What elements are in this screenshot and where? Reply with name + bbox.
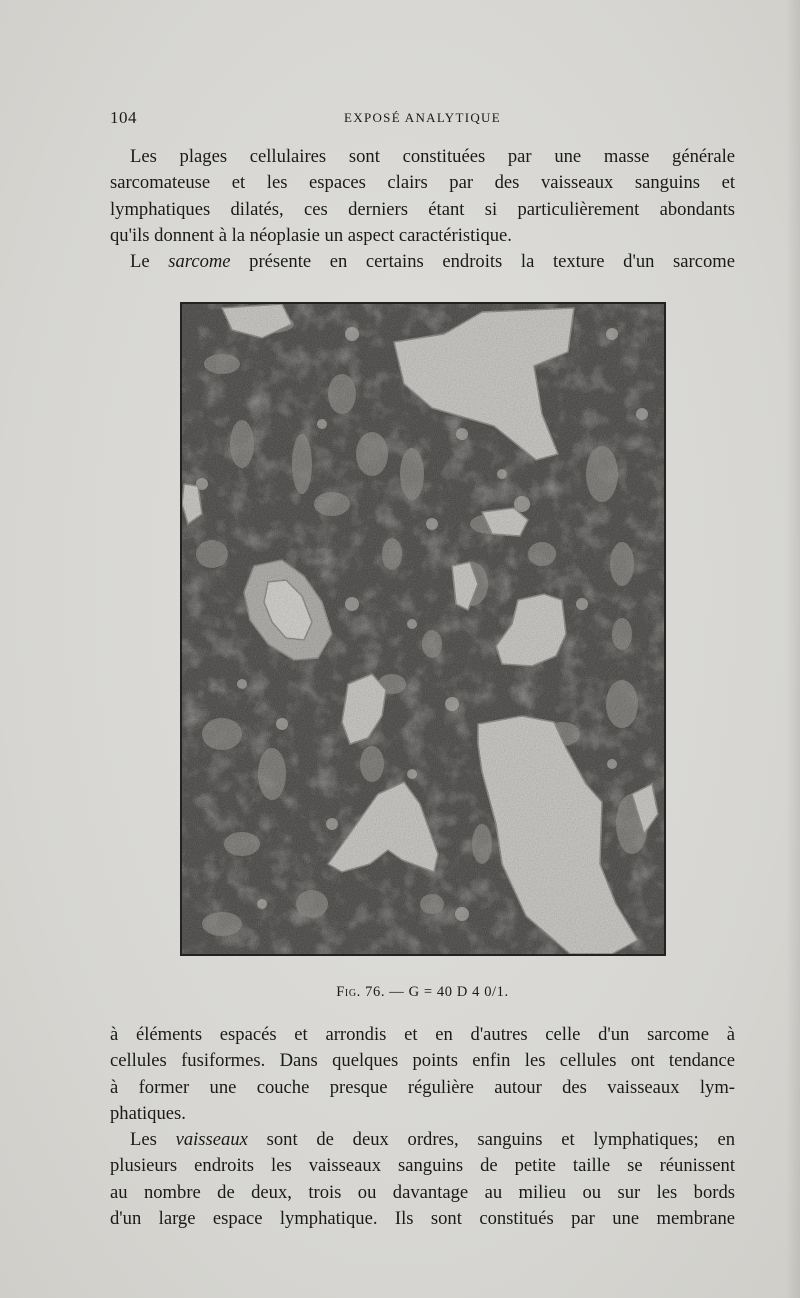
page-number: 104 bbox=[110, 108, 137, 127]
text-line: lymphatiques dilatés, ces derniers étant si particulièrement abondants bbox=[110, 198, 735, 220]
paragraph-3 bbox=[110, 1022, 735, 1127]
text-line: sarcomateuse et les espaces clairs par des vaisseaux sanguins et bbox=[110, 172, 735, 194]
emphasis-sarcome: sarcome bbox=[168, 251, 231, 272]
running-head: EXPOSÉ ANALYTIQUE bbox=[344, 110, 501, 125]
text-line bbox=[110, 1127, 735, 1153]
text-line: Les plages cellulaires sont constituées par une masse générale bbox=[130, 146, 735, 167]
emphasis-vaisseaux: vaisseaux bbox=[175, 1129, 248, 1150]
text-fragment: Le bbox=[130, 251, 169, 272]
text-line: qu'ils donnent à la néoplasie un aspect caractéristique. bbox=[110, 224, 512, 246]
text-line: plusieurs endroits les vaisseaux sanguins de petite taille se réunissent bbox=[110, 1155, 735, 1177]
caption-text: — G = 40 D 4 0/1. bbox=[385, 984, 509, 1000]
text-line: à former une couche presque régulière autour des vaisseaux lym- bbox=[110, 1076, 735, 1098]
figure-micrograph bbox=[180, 302, 666, 956]
text-fragment: présente en certains endroits la texture d'un sarcome bbox=[230, 251, 735, 272]
micrograph-image bbox=[182, 304, 664, 954]
text-line bbox=[110, 249, 735, 275]
text-line: phatiques. bbox=[110, 1102, 186, 1124]
text-line: à éléments espacés et arrondis et en d'autres celle d'un sarcome à bbox=[110, 1024, 735, 1045]
caption-figure-label: Fig. 76. bbox=[336, 984, 386, 1000]
page-header bbox=[110, 108, 735, 130]
page-edge-shadow bbox=[786, 0, 800, 1298]
text-fragment: Les bbox=[130, 1129, 176, 1150]
text-fragment: sont de deux ordres, sanguins et lymphatiques; en bbox=[247, 1129, 736, 1150]
paragraph-1 bbox=[110, 144, 735, 249]
text-line: d'un large espace lymphatique. Ils sont constitués par une membrane bbox=[110, 1207, 735, 1229]
text-line: au nombre de deux, trois ou davantage au milieu ou sur les bords bbox=[110, 1181, 735, 1203]
figure-caption bbox=[110, 984, 735, 1001]
paragraph-2 bbox=[110, 249, 735, 275]
text-line: cellules fusiformes. Dans quelques points enfin les cellules ont tendance bbox=[110, 1050, 735, 1072]
paragraph-4 bbox=[110, 1127, 735, 1232]
